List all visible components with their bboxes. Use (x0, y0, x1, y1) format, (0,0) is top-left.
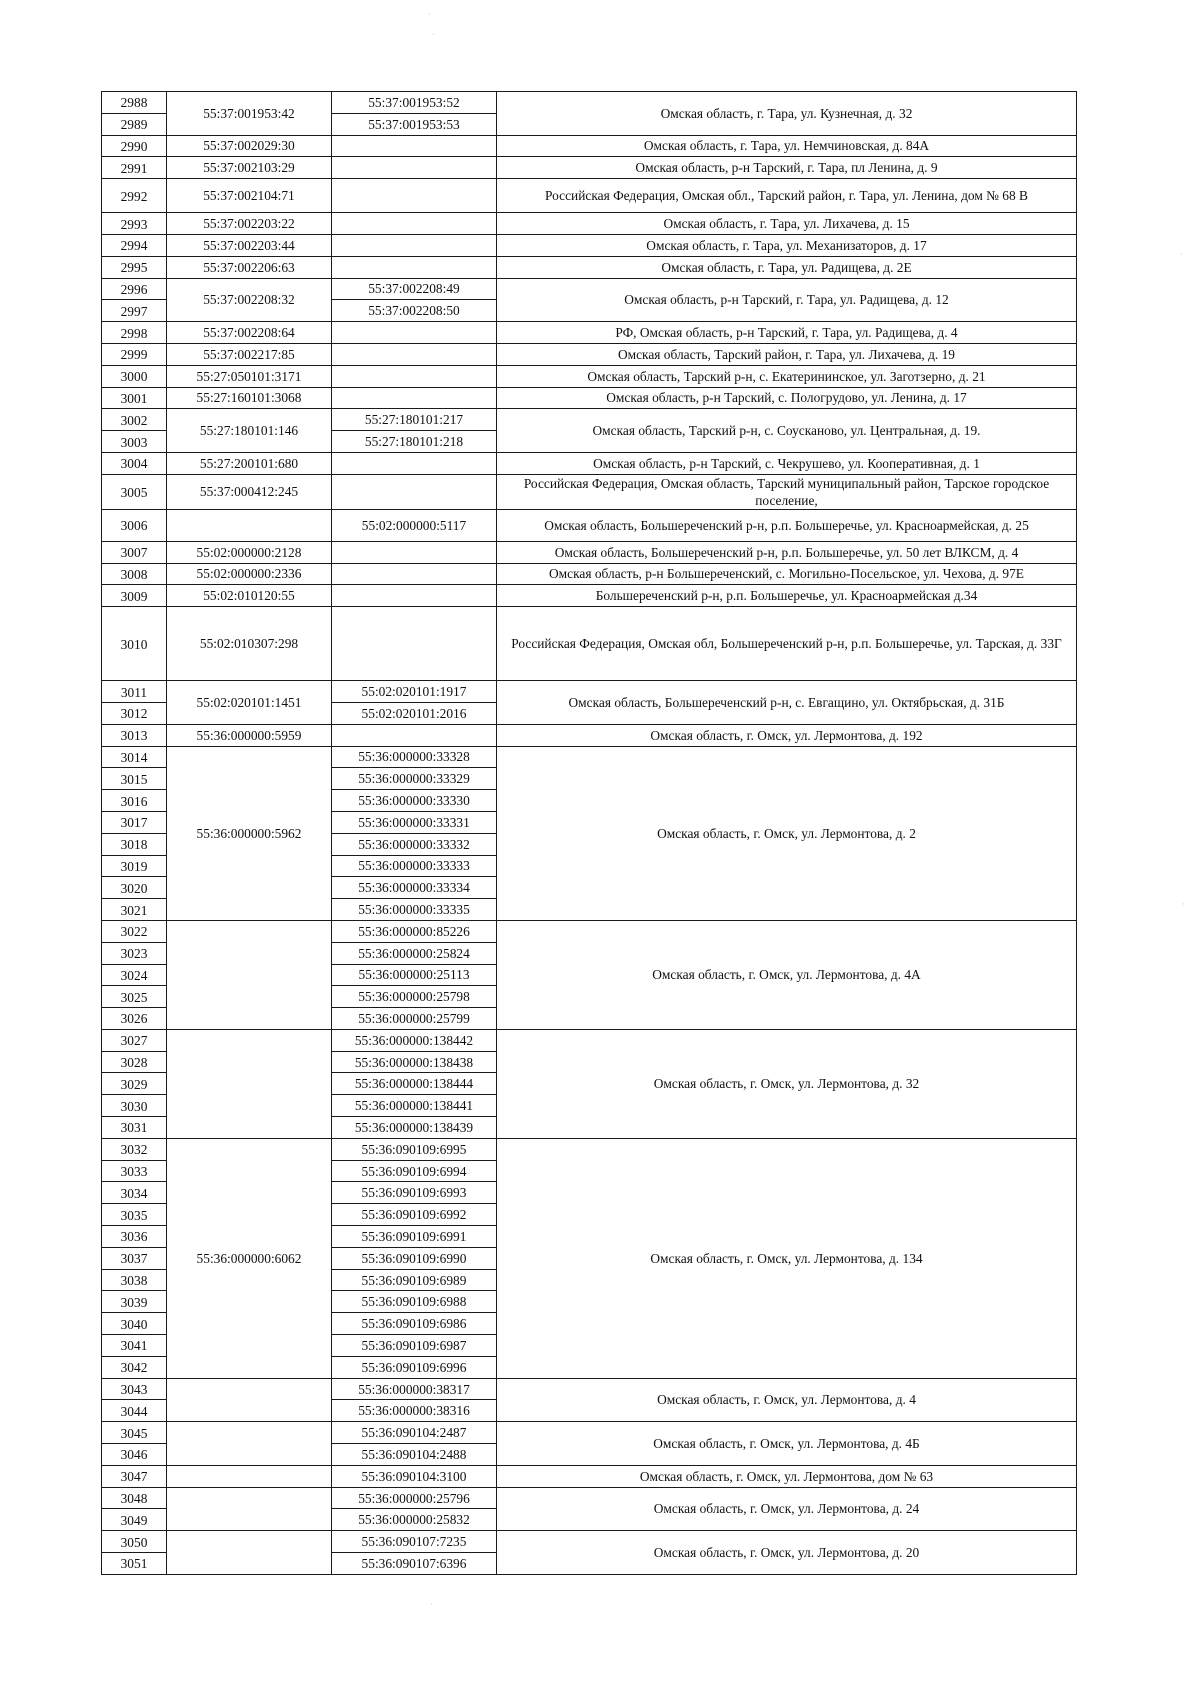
cadastral-number-cell (332, 585, 497, 607)
cadastral-number-cell (332, 724, 497, 746)
cadastral-number-cell (332, 474, 497, 509)
cadastral-number-cell: 55:36:000000:138442 (332, 1029, 497, 1051)
cadastral-number-cell: 55:02:000000:5117 (332, 509, 497, 541)
row-number-cell: 3013 (102, 724, 167, 746)
address-cell: Омская область, г. Тара, ул. Кузнечная, д. 32 (497, 92, 1077, 136)
cadastral-number-cell: 55:36:090104:3100 (332, 1465, 497, 1487)
address-cell: Омская область, р-н Большереченский, с. Могильно-Посельское, ул. Чехова, д. 97Е (497, 563, 1077, 585)
cadastral-number-cell: 55:36:090107:6396 (332, 1553, 497, 1575)
parent-cadastral-number-cell: 55:02:000000:2336 (167, 563, 332, 585)
cadastral-number-cell: 55:36:000000:33334 (332, 877, 497, 899)
parent-cadastral-number-cell: 55:37:002208:32 (167, 278, 332, 322)
cadastral-number-cell: 55:36:000000:25799 (332, 1008, 497, 1030)
parent-cadastral-number-cell (167, 1029, 332, 1138)
cadastral-number-cell: 55:36:090109:6996 (332, 1356, 497, 1378)
address-cell: Российская Федерация, Омская область, Тарский муниципальный район, Тарское городское поселение, (497, 474, 1077, 509)
scan-speck: · (432, 29, 435, 39)
cadastral-number-cell: 55:36:000000:138444 (332, 1073, 497, 1095)
cadastral-number-cell: 55:27:180101:217 (332, 409, 497, 431)
cadastral-number-cell: 55:36:000000:25113 (332, 964, 497, 986)
cadastral-number-cell: 55:36:090109:6989 (332, 1269, 497, 1291)
row-number-cell: 3018 (102, 833, 167, 855)
row-number-cell: 3004 (102, 452, 167, 474)
parent-cadastral-number-cell: 55:37:002203:22 (167, 213, 332, 235)
row-number-cell: 2991 (102, 157, 167, 179)
table-row (102, 387, 1077, 409)
row-number-cell: 3049 (102, 1509, 167, 1531)
cadastral-number-cell: 55:36:090109:6990 (332, 1247, 497, 1269)
table-row (102, 409, 1077, 431)
table-row (102, 1465, 1077, 1487)
cadastral-number-cell (332, 135, 497, 157)
row-number-cell: 3014 (102, 746, 167, 768)
address-cell: Российская Федерация, Омская обл., Тарский район, г. Тара, ул. Ленина, дом № 68 В (497, 179, 1077, 213)
address-cell: Омская область, г. Омск, ул. Лермонтова, д. 134 (497, 1138, 1077, 1378)
parent-cadastral-number-cell: 55:37:001953:42 (167, 92, 332, 136)
table-row (102, 585, 1077, 607)
table-row (102, 724, 1077, 746)
row-number-cell: 3032 (102, 1138, 167, 1160)
row-number-cell: 3046 (102, 1444, 167, 1466)
cadastral-number-cell: 55:36:090104:2487 (332, 1422, 497, 1444)
table-row (102, 474, 1077, 509)
row-number-cell: 2998 (102, 322, 167, 344)
parent-cadastral-number-cell (167, 1465, 332, 1487)
row-number-cell: 3010 (102, 607, 167, 681)
cadastral-number-cell (332, 541, 497, 563)
cadastral-number-cell (332, 365, 497, 387)
row-number-cell: 3022 (102, 920, 167, 942)
parent-cadastral-number-cell: 55:37:002206:63 (167, 256, 332, 278)
row-number-cell: 3029 (102, 1073, 167, 1095)
table-row (102, 365, 1077, 387)
cadastral-number-cell: 55:37:002208:49 (332, 278, 497, 300)
cadastral-number-cell: 55:36:000000:25824 (332, 942, 497, 964)
parent-cadastral-number-cell: 55:37:000412:245 (167, 474, 332, 509)
cadastral-number-cell (332, 343, 497, 365)
row-number-cell: 3011 (102, 681, 167, 703)
cadastral-table (101, 91, 1077, 1575)
scan-speck: · (1180, 249, 1183, 259)
row-number-cell: 3048 (102, 1487, 167, 1509)
cadastral-number-cell: 55:36:090109:6993 (332, 1182, 497, 1204)
row-number-cell: 3051 (102, 1553, 167, 1575)
row-number-cell: 3023 (102, 942, 167, 964)
scan-speck: · (428, 9, 431, 19)
cadastral-number-cell: 55:36:090109:6987 (332, 1335, 497, 1357)
row-number-cell: 3033 (102, 1160, 167, 1182)
table-row (102, 1378, 1077, 1400)
table-row (102, 278, 1077, 300)
row-number-cell: 3005 (102, 474, 167, 509)
parent-cadastral-number-cell: 55:37:002029:30 (167, 135, 332, 157)
row-number-cell: 3016 (102, 790, 167, 812)
row-number-cell: 3007 (102, 541, 167, 563)
cadastral-number-cell (332, 256, 497, 278)
parent-cadastral-number-cell: 55:37:002217:85 (167, 343, 332, 365)
row-number-cell: 3024 (102, 964, 167, 986)
row-number-cell: 2996 (102, 278, 167, 300)
cadastral-number-cell: 55:36:090104:2488 (332, 1444, 497, 1466)
row-number-cell: 2995 (102, 256, 167, 278)
parent-cadastral-number-cell (167, 1422, 332, 1466)
parent-cadastral-number-cell: 55:27:200101:680 (167, 452, 332, 474)
cadastral-number-cell (332, 387, 497, 409)
address-cell: Омская область, г. Тара, ул. Лихачева, д. 15 (497, 213, 1077, 235)
table-row (102, 563, 1077, 585)
cadastral-number-cell: 55:02:020101:2016 (332, 702, 497, 724)
address-cell: Омская область, Большереченский р-н, р.п. Большеречье, ул. Красноармейская, д. 25 (497, 509, 1077, 541)
row-number-cell: 3044 (102, 1400, 167, 1422)
parent-cadastral-number-cell: 55:37:002104:71 (167, 179, 332, 213)
table-row (102, 452, 1077, 474)
cadastral-number-cell: 55:36:000000:138441 (332, 1095, 497, 1117)
address-cell: Омская область, г. Омск, ул. Лермонтова, д. 2 (497, 746, 1077, 920)
address-cell: Омская область, г. Омск, ул. Лермонтова, д. 32 (497, 1029, 1077, 1138)
cadastral-number-cell: 55:36:090109:6991 (332, 1226, 497, 1248)
row-number-cell: 3015 (102, 768, 167, 790)
parent-cadastral-number-cell (167, 920, 332, 1029)
address-cell: Омская область, г. Тара, ул. Радищева, д. 2Е (497, 256, 1077, 278)
row-number-cell: 3038 (102, 1269, 167, 1291)
row-number-cell: 3001 (102, 387, 167, 409)
table-row (102, 509, 1077, 541)
address-cell: Омская область, р-н Тарский, г. Тара, ул. Радищева, д. 12 (497, 278, 1077, 322)
cadastral-number-cell (332, 157, 497, 179)
row-number-cell: 3028 (102, 1051, 167, 1073)
cadastral-number-cell: 55:36:090107:7235 (332, 1531, 497, 1553)
table-row (102, 541, 1077, 563)
row-number-cell: 3019 (102, 855, 167, 877)
parent-cadastral-number-cell (167, 509, 332, 541)
row-number-cell: 3031 (102, 1117, 167, 1139)
row-number-cell: 3012 (102, 702, 167, 724)
row-number-cell: 3002 (102, 409, 167, 431)
cadastral-number-cell: 55:36:090109:6994 (332, 1160, 497, 1182)
row-number-cell: 2992 (102, 179, 167, 213)
table-row (102, 234, 1077, 256)
parent-cadastral-number-cell (167, 1378, 332, 1422)
address-cell: Омская область, г. Омск, ул. Лермонтова, д. 20 (497, 1531, 1077, 1575)
parent-cadastral-number-cell: 55:36:000000:5959 (167, 724, 332, 746)
row-number-cell: 3017 (102, 811, 167, 833)
address-cell: Омская область, р-н Тарский, г. Тара, пл Ленина, д. 9 (497, 157, 1077, 179)
parent-cadastral-number-cell: 55:02:020101:1451 (167, 681, 332, 725)
cadastral-number-cell (332, 452, 497, 474)
cadastral-number-cell: 55:36:000000:85226 (332, 920, 497, 942)
row-number-cell: 2999 (102, 343, 167, 365)
parent-cadastral-number-cell: 55:02:010120:55 (167, 585, 332, 607)
row-number-cell: 3039 (102, 1291, 167, 1313)
cadastral-number-cell: 55:37:001953:52 (332, 92, 497, 114)
row-number-cell: 3035 (102, 1204, 167, 1226)
table-row (102, 1531, 1077, 1553)
table-row (102, 1138, 1077, 1160)
row-number-cell: 2990 (102, 135, 167, 157)
cadastral-number-cell: 55:36:000000:33333 (332, 855, 497, 877)
address-cell: Омская область, Тарский район, г. Тара, ул. Лихачева, д. 19 (497, 343, 1077, 365)
cadastral-number-cell: 55:36:000000:33330 (332, 790, 497, 812)
cadastral-number-cell: 55:36:000000:33329 (332, 768, 497, 790)
row-number-cell: 3026 (102, 1008, 167, 1030)
row-number-cell: 3037 (102, 1247, 167, 1269)
address-cell: Омская область, г. Омск, ул. Лермонтова, д. 4Б (497, 1422, 1077, 1466)
cadastral-number-cell: 55:36:000000:25832 (332, 1509, 497, 1531)
table-row (102, 1422, 1077, 1444)
parent-cadastral-number-cell: 55:27:050101:3171 (167, 365, 332, 387)
address-cell: Омская область, р-н Тарский, с. Пологрудово, ул. Ленина, д. 17 (497, 387, 1077, 409)
address-cell: Большереченский р-н, р.п. Большеречье, ул. Красноармейская д.34 (497, 585, 1077, 607)
cadastral-number-cell: 55:36:000000:33332 (332, 833, 497, 855)
address-cell: Омская область, Тарский р-н, с. Соусканово, ул. Центральная, д. 19. (497, 409, 1077, 453)
parent-cadastral-number-cell: 55:36:000000:5962 (167, 746, 332, 920)
table-row (102, 135, 1077, 157)
parent-cadastral-number-cell: 55:37:002208:64 (167, 322, 332, 344)
table-row (102, 157, 1077, 179)
cadastral-number-cell (332, 213, 497, 235)
table-row (102, 343, 1077, 365)
row-number-cell: 2989 (102, 113, 167, 135)
row-number-cell: 2994 (102, 234, 167, 256)
address-cell: Омская область, г. Омск, ул. Лермонтова, д. 4А (497, 920, 1077, 1029)
parent-cadastral-number-cell: 55:37:002203:44 (167, 234, 332, 256)
cadastral-number-cell: 55:36:000000:25798 (332, 986, 497, 1008)
parent-cadastral-number-cell (167, 1487, 332, 1531)
cadastral-number-cell: 55:36:090109:6988 (332, 1291, 497, 1313)
row-number-cell: 3036 (102, 1226, 167, 1248)
row-number-cell: 3047 (102, 1465, 167, 1487)
cadastral-number-cell: 55:37:001953:53 (332, 113, 497, 135)
cadastral-number-cell (332, 322, 497, 344)
address-cell: РФ, Омская область, р-н Тарский, г. Тара, ул. Радищева, д. 4 (497, 322, 1077, 344)
table-row (102, 1487, 1077, 1509)
parent-cadastral-number-cell: 55:27:160101:3068 (167, 387, 332, 409)
row-number-cell: 3040 (102, 1313, 167, 1335)
table-row (102, 179, 1077, 213)
cadastral-number-cell (332, 234, 497, 256)
row-number-cell: 3000 (102, 365, 167, 387)
table-row (102, 681, 1077, 703)
row-number-cell: 3050 (102, 1531, 167, 1553)
cadastral-number-cell (332, 563, 497, 585)
table-row (102, 213, 1077, 235)
row-number-cell: 3006 (102, 509, 167, 541)
row-number-cell: 3025 (102, 986, 167, 1008)
parent-cadastral-number-cell: 55:02:010307:298 (167, 607, 332, 681)
cadastral-number-cell: 55:27:180101:218 (332, 431, 497, 453)
address-cell: Омская область, р-н Тарский, с. Чекрушево, ул. Кооперативная, д. 1 (497, 452, 1077, 474)
cadastral-number-cell: 55:36:000000:138439 (332, 1117, 497, 1139)
cadastral-number-cell: 55:36:000000:138438 (332, 1051, 497, 1073)
row-number-cell: 3027 (102, 1029, 167, 1051)
row-number-cell: 3003 (102, 431, 167, 453)
cadastral-number-cell (332, 607, 497, 681)
table-row (102, 920, 1077, 942)
cadastral-number-cell: 55:36:000000:25796 (332, 1487, 497, 1509)
cadastral-number-cell: 55:36:000000:33328 (332, 746, 497, 768)
row-number-cell: 3042 (102, 1356, 167, 1378)
cadastral-number-cell: 55:36:000000:33335 (332, 899, 497, 921)
cadastral-number-cell: 55:36:090109:6986 (332, 1313, 497, 1335)
table-row (102, 92, 1077, 114)
row-number-cell: 3030 (102, 1095, 167, 1117)
address-cell: Омская область, г. Омск, ул. Лермонтова, дом № 63 (497, 1465, 1077, 1487)
row-number-cell: 3034 (102, 1182, 167, 1204)
row-number-cell: 3045 (102, 1422, 167, 1444)
parent-cadastral-number-cell: 55:27:180101:146 (167, 409, 332, 453)
table-row (102, 746, 1077, 768)
cadastral-number-cell: 55:36:000000:33331 (332, 811, 497, 833)
cadastral-number-cell: 55:36:090109:6992 (332, 1204, 497, 1226)
table-row (102, 607, 1077, 681)
address-cell: Омская область, г. Омск, ул. Лермонтова, д. 4 (497, 1378, 1077, 1422)
row-number-cell: 3021 (102, 899, 167, 921)
address-cell: Омская область, г. Тара, ул. Механизаторов, д. 17 (497, 234, 1077, 256)
row-number-cell: 3043 (102, 1378, 167, 1400)
row-number-cell: 3008 (102, 563, 167, 585)
address-cell: Российская Федерация, Омская обл, Большереченский р-н, р.п. Большеречье, ул. Тарская, д. 33Г (497, 607, 1077, 681)
cadastral-number-cell: 55:36:000000:38317 (332, 1378, 497, 1400)
table-row (102, 322, 1077, 344)
address-cell: Омская область, г. Тара, ул. Немчиновская, д. 84А (497, 135, 1077, 157)
parent-cadastral-number-cell (167, 1531, 332, 1575)
address-cell: Омская область, Большереченский р-н, р.п. Большеречье, ул. 50 лет ВЛКСМ, д. 4 (497, 541, 1077, 563)
cadastral-number-cell: 55:36:000000:38316 (332, 1400, 497, 1422)
row-number-cell: 2993 (102, 213, 167, 235)
table-body (102, 92, 1077, 1575)
row-number-cell: 3009 (102, 585, 167, 607)
table-row (102, 256, 1077, 278)
parent-cadastral-number-cell: 55:36:000000:6062 (167, 1138, 332, 1378)
parent-cadastral-number-cell: 55:37:002103:29 (167, 157, 332, 179)
address-cell: Омская область, г. Омск, ул. Лермонтова, д. 24 (497, 1487, 1077, 1531)
scan-speck: · (430, 1599, 433, 1609)
table-row (102, 1029, 1077, 1051)
row-number-cell: 3041 (102, 1335, 167, 1357)
row-number-cell: 2988 (102, 92, 167, 114)
cadastral-number-cell: 55:02:020101:1917 (332, 681, 497, 703)
cadastral-number-cell (332, 179, 497, 213)
row-number-cell: 3020 (102, 877, 167, 899)
address-cell: Омская область, Большереченский р-н, с. Евгащино, ул. Октябрьская, д. 31Б (497, 681, 1077, 725)
address-cell: Омская область, г. Омск, ул. Лермонтова, д. 192 (497, 724, 1077, 746)
scan-speck: · (1182, 899, 1185, 909)
cadastral-number-cell: 55:36:090109:6995 (332, 1138, 497, 1160)
cadastral-number-cell: 55:37:002208:50 (332, 300, 497, 322)
parent-cadastral-number-cell: 55:02:000000:2128 (167, 541, 332, 563)
address-cell: Омская область, Тарский р-н, с. Екатерининское, ул. Заготзерно, д. 21 (497, 365, 1077, 387)
row-number-cell: 2997 (102, 300, 167, 322)
